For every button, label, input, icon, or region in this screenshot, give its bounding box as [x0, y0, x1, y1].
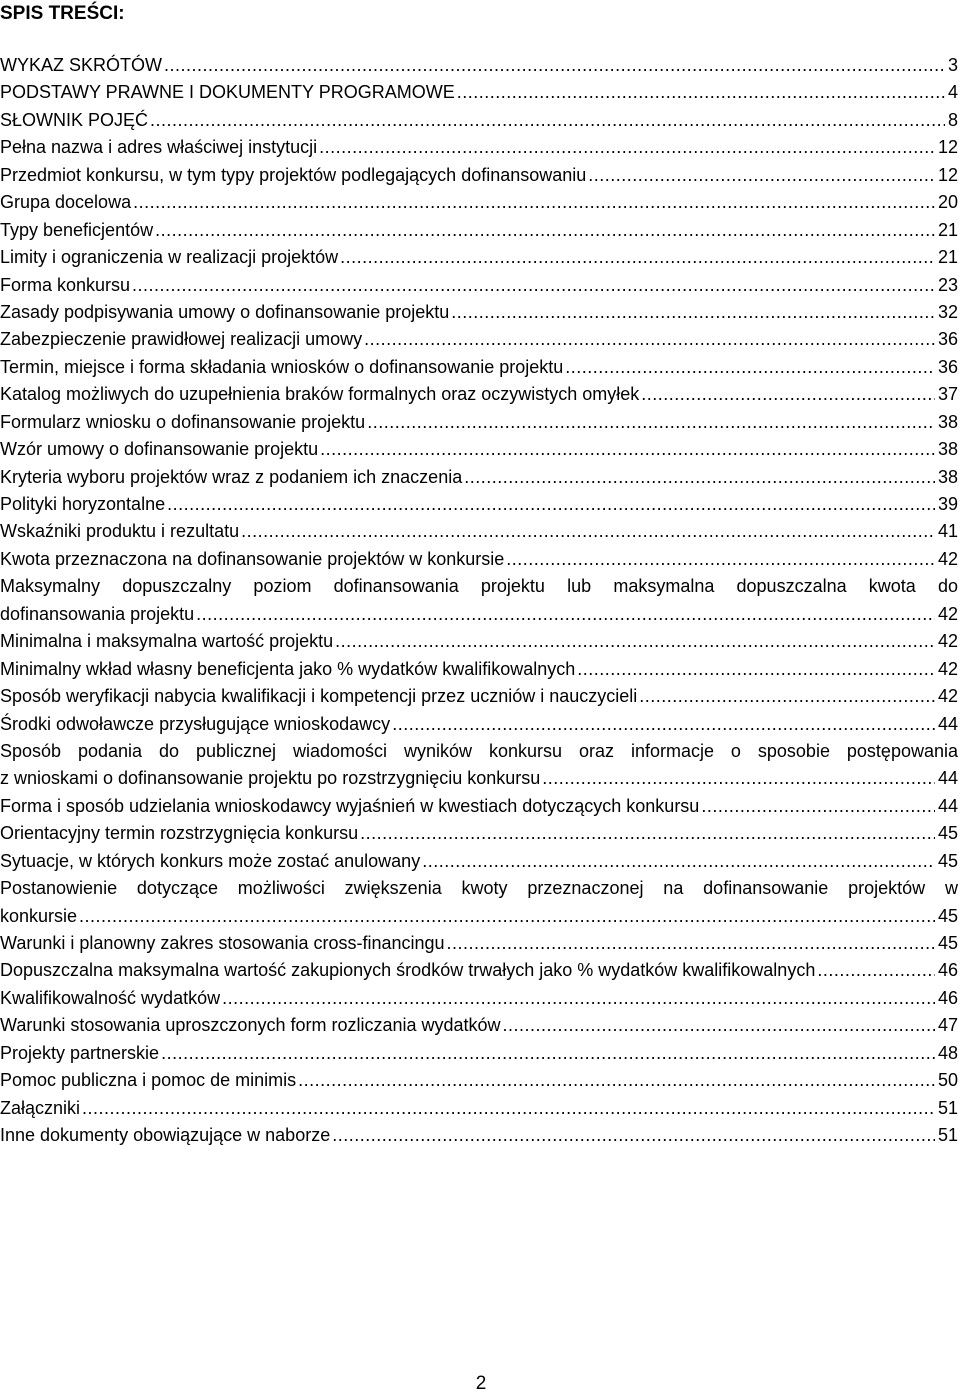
toc-entry-page: 37: [937, 384, 958, 405]
toc-leader-dots: [575, 656, 935, 683]
toc-entry[interactable]: [0, 409, 958, 436]
toc-leader-dots: [358, 820, 935, 847]
toc-entry-page: 42: [937, 658, 958, 679]
toc-entry-page: 44: [937, 795, 958, 816]
toc-entry[interactable]: [0, 272, 958, 299]
toc-entry-page: 44: [937, 713, 958, 734]
toc-entry[interactable]: [0, 107, 958, 134]
toc-entry-page: 38: [937, 466, 958, 487]
toc-entry[interactable]: [0, 683, 958, 710]
toc-entry[interactable]: [0, 134, 958, 161]
toc-entry[interactable]: [0, 518, 958, 545]
toc-entry-page: 41: [937, 521, 958, 542]
toc-entry[interactable]: [0, 244, 958, 271]
toc-entry-page: 51: [937, 1125, 958, 1146]
toc-leader-dots: [153, 217, 935, 244]
toc-entry-label: Wzór umowy o dofinansowanie projektu: [0, 439, 319, 460]
toc-entry-label: Środki odwoławcze przysługujące wnioskodawcy: [0, 713, 391, 734]
toc-entry-label: Minimalny wkład własny beneficjenta jako % wydatków kwalifikowalnych: [0, 658, 576, 679]
toc-entry-page: 42: [937, 686, 958, 707]
toc-entry-label: dofinansowania projektu: [0, 603, 195, 624]
toc-entry-page: 45: [937, 823, 958, 844]
toc-entry-label: SŁOWNIK POJĘĆ: [0, 109, 149, 130]
toc-entry-label: konkursie: [0, 905, 78, 926]
toc-entry-page: 47: [937, 1015, 958, 1036]
toc-entry[interactable]: [0, 1122, 958, 1149]
toc-leader-dots: [130, 272, 935, 299]
toc-entry-page: 42: [937, 603, 958, 624]
toc-entry[interactable]: [0, 354, 958, 381]
toc-entry[interactable]: [0, 820, 958, 847]
toc-leader-dots: [165, 491, 935, 518]
toc-entry[interactable]: [0, 189, 958, 216]
toc-leader-dots: [77, 903, 935, 930]
toc-entry-page: 3: [947, 55, 958, 75]
toc-entry-label: Grupa docelowa: [0, 192, 132, 213]
toc-entry-page: 38: [937, 439, 958, 460]
toc-entry[interactable]: [0, 573, 958, 628]
toc-entry-label: Pomoc publiczna i pomoc de minimis: [0, 1070, 297, 1091]
toc-leader-dots: [159, 1040, 935, 1067]
toc-leader-dots: [362, 326, 935, 353]
toc-entry-label: Warunki stosowania uproszczonych form rozliczania wydatków: [0, 1015, 501, 1036]
toc-entry-label: Pełna nazwa i adres właściwej instytucji: [0, 137, 318, 158]
toc-entry-label: Zabezpieczenie prawidłowej realizacji umowy: [0, 329, 363, 350]
toc-entry[interactable]: [0, 930, 958, 957]
toc-entry-page: 51: [937, 1097, 958, 1118]
toc-entry[interactable]: [0, 628, 958, 655]
toc-entry[interactable]: [0, 546, 958, 573]
toc-entry-label: Kryteria wyboru projektów wraz z podaniem ich znaczenia: [0, 466, 463, 487]
toc-entry[interactable]: [0, 848, 958, 875]
toc-leader-dots: [699, 793, 935, 820]
toc-entry[interactable]: [0, 217, 958, 244]
toc-list: [0, 52, 958, 1150]
toc-entry-page: 23: [937, 274, 958, 295]
toc-entry-page: 42: [937, 548, 958, 569]
toc-entry[interactable]: [0, 985, 958, 1012]
toc-entry-page: 48: [937, 1042, 958, 1063]
toc-leader-dots: [338, 244, 935, 271]
toc-entry[interactable]: [0, 793, 958, 820]
toc-leader-dots: [815, 957, 935, 984]
toc-entry-label: Przedmiot konkursu, w tym typy projektów podlegających dofinansowaniu: [0, 164, 587, 185]
toc-entry-page: 32: [937, 301, 958, 322]
toc-entry-label: WYKAZ SKRÓTÓW: [0, 55, 162, 75]
toc-leader-dots: [449, 299, 935, 326]
toc-entry-label: Sytuacje, w których konkurs może zostać anulowany: [0, 850, 421, 871]
toc-leader-dots: [365, 409, 935, 436]
toc-entry-page: 46: [937, 987, 958, 1008]
toc-entry[interactable]: [0, 738, 958, 793]
toc-entry[interactable]: [0, 436, 958, 463]
toc-entry[interactable]: [0, 1040, 958, 1067]
toc-leader-dots: [318, 436, 935, 463]
toc-leader-dots: [586, 162, 935, 189]
toc-leader-dots: [504, 546, 935, 573]
toc-entry-label: Sposób weryfikacji nabycia kwalifikacji i kompetencji przez uczniów i nauczycieli: [0, 686, 638, 707]
toc-entry-page: 8: [947, 109, 958, 130]
toc-leader-dots: [296, 1067, 935, 1094]
toc-entry[interactable]: [0, 1067, 958, 1094]
toc-entry-label: Typy beneficjentów: [0, 219, 154, 240]
toc-entry[interactable]: [0, 656, 958, 683]
toc-entry-label: Inne dokumenty obowiązujące w naborze: [0, 1125, 331, 1146]
toc-leader-dots: [501, 1012, 935, 1039]
toc-entry-page: 44: [937, 768, 958, 789]
toc-entry-page: 36: [937, 356, 958, 377]
toc-entry-page: 4: [947, 82, 958, 103]
toc-leader-dots: [455, 79, 945, 106]
toc-entry-label: Wskaźniki produktu i rezultatu: [0, 521, 240, 542]
toc-entry[interactable]: [0, 79, 958, 106]
toc-entry-label-line1: Maksymalny dopuszczalny poziom dofinansowania projektu lub maksymalna dopuszczalna kwota do: [0, 576, 958, 597]
page-number: 2: [475, 1373, 487, 1394]
toc-leader-dots: [540, 765, 935, 792]
toc-leader-dots: [420, 848, 935, 875]
toc-entry-label: Forma i sposób udzielania wnioskodawcy wyjaśnień w kwestiach dotyczących konkursu: [0, 795, 700, 816]
toc-entry-label: Warunki i planowny zakres stosowania cross-financingu: [0, 933, 445, 953]
toc-entry-label: Zasady podpisywania umowy o dofinansowanie projektu: [0, 301, 450, 322]
toc-leader-dots: [194, 601, 935, 628]
toc-entry-label-line1: Sposób podania do publicznej wiadomości wyników konkursu oraz informacje o sposobie postępowania: [0, 740, 958, 761]
toc-leader-dots: [239, 518, 935, 545]
toc-entry-page: 12: [937, 137, 958, 158]
toc-entry-page: 39: [937, 494, 958, 514]
toc-entry-label: Załączniki: [0, 1097, 81, 1118]
toc-entry-page: 45: [937, 933, 958, 953]
toc-entry-label: Kwota przeznaczona na dofinansowanie projektów w konkursie: [0, 548, 505, 569]
toc-entry-label: z wnioskami o dofinansowanie projektu po rozstrzygnięciu konkursu: [0, 768, 541, 789]
toc-entry[interactable]: [0, 464, 958, 491]
toc-leader-dots: [445, 930, 935, 957]
toc-entry-label-line1: Postanowienie dotyczące możliwości zwiększenia kwoty przeznaczonej na dofinansowanie projektów w: [0, 878, 958, 899]
toc-entry-label: Projekty partnerskie: [0, 1042, 160, 1063]
toc-entry-label: Polityki horyzontalne: [0, 494, 166, 514]
toc-entry-page: 46: [937, 960, 958, 981]
toc-leader-dots: [148, 107, 945, 134]
toc-entry-page: 45: [937, 905, 958, 926]
toc-entry[interactable]: [0, 491, 958, 518]
toc-entry-label: Orientacyjny termin rozstrzygnięcia konkursu: [0, 823, 359, 844]
toc-leader-dots: [220, 985, 935, 1012]
toc-leader-dots: [333, 628, 935, 655]
toc-entry-page: 42: [937, 631, 958, 652]
toc-title: SPIS TREŚCI:: [0, 3, 125, 24]
toc-entry-label: Dopuszczalna maksymalna wartość zakupionych środków trwałych jako % wydatków kwalifikowalnych: [0, 960, 816, 981]
toc-entry[interactable]: [0, 381, 958, 408]
toc-entry[interactable]: [0, 162, 958, 189]
toc-leader-dots: [390, 711, 935, 738]
toc-leader-dots: [162, 52, 945, 79]
toc-leader-dots: [317, 134, 935, 161]
toc-entry-label: Forma konkursu: [0, 274, 131, 295]
toc-entry[interactable]: [0, 52, 958, 79]
toc-entry-page: 21: [937, 247, 958, 268]
toc-entry[interactable]: [0, 875, 958, 930]
toc-entry-label: Kwalifikowalność wydatków: [0, 987, 221, 1008]
toc-entry-page: 45: [937, 850, 958, 871]
toc-entry-label: Minimalna i maksymalna wartość projektu: [0, 631, 334, 652]
toc-entry-page: 21: [937, 219, 958, 240]
toc-entry-page: 20: [937, 192, 958, 213]
toc-leader-dots: [563, 354, 935, 381]
toc-entry[interactable]: [0, 1095, 958, 1122]
toc-entry-label: Termin, miejsce i forma składania wniosków o dofinansowanie projektu: [0, 356, 564, 377]
toc-entry-label: Katalog możliwych do uzupełnienia braków formalnych oraz oczywistych omyłek: [0, 384, 640, 405]
toc-leader-dots: [330, 1122, 935, 1149]
toc-leader-dots: [639, 381, 935, 408]
toc-entry-label: Formularz wniosku o dofinansowanie projektu: [0, 411, 366, 432]
toc-leader-dots: [637, 683, 935, 710]
toc-entry-page: 12: [937, 164, 958, 185]
toc-entry-label: Limity i ograniczenia w realizacji projektów: [0, 247, 339, 268]
toc-leader-dots: [80, 1095, 935, 1122]
toc-leader-dots: [131, 189, 935, 216]
toc-entry[interactable]: [0, 1012, 958, 1039]
toc-entry[interactable]: [0, 299, 958, 326]
toc-entry-page: 50: [937, 1070, 958, 1091]
toc-entry-label: PODSTAWY PRAWNE I DOKUMENTY PROGRAMOWE: [0, 82, 455, 103]
toc-leader-dots: [462, 464, 935, 491]
toc-entry[interactable]: [0, 957, 958, 984]
toc-entry[interactable]: [0, 711, 958, 738]
toc-entry-page: 36: [937, 329, 958, 350]
toc-entry-page: 38: [937, 411, 958, 432]
toc-entry[interactable]: [0, 326, 958, 353]
